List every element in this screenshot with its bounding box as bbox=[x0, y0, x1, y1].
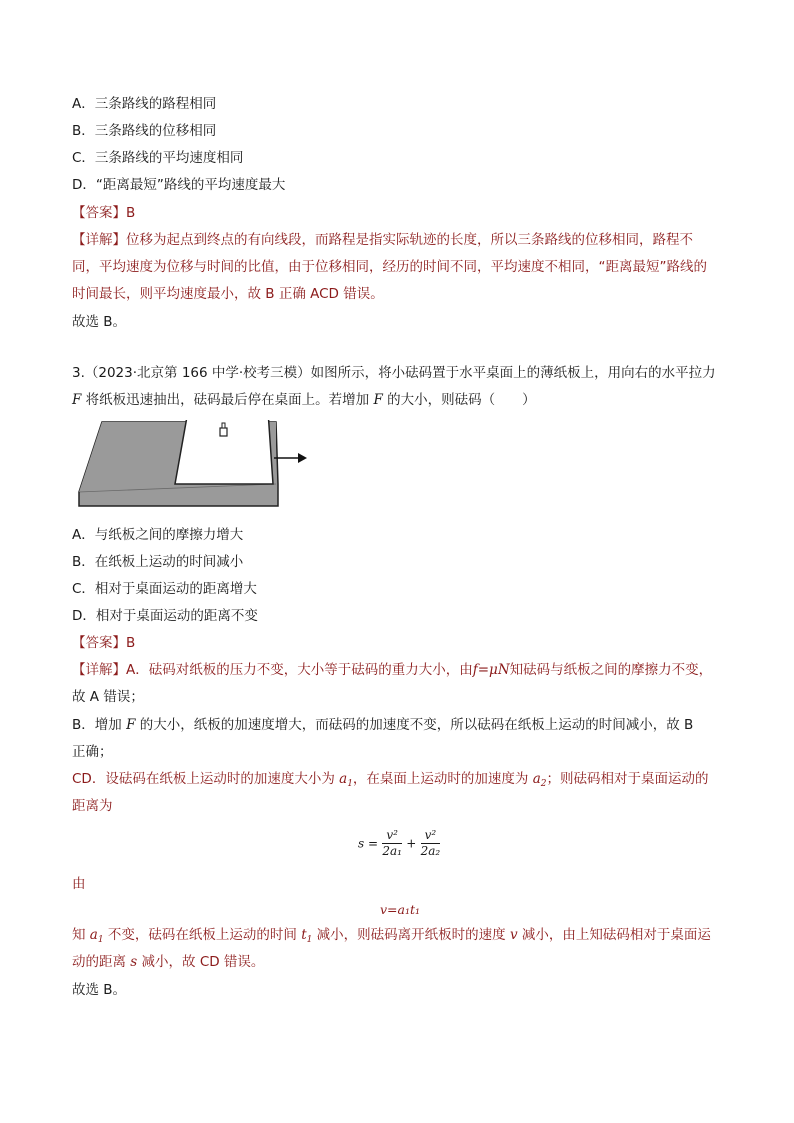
q3-option-c: C．相对于桌面运动的距离增大 bbox=[72, 581, 257, 597]
q2-option-b: B．三条路线的位移相同 bbox=[72, 123, 217, 139]
q3-detail-b-line-1: B．增加 F 的大小，纸板的加速度增大，而砝码的加速度不变，所以砝码在纸板上运动的时间减小，故 B bbox=[72, 717, 694, 733]
q3-option-b: B．在纸板上运动的时间减小 bbox=[72, 554, 244, 570]
q3-you: 由 bbox=[72, 876, 86, 892]
q2-conclusion: 故选 B。 bbox=[72, 314, 127, 330]
table-board-figure bbox=[76, 420, 316, 512]
equation-velocity: v=a₁t₁ bbox=[380, 902, 421, 917]
q2-option-d: D．“距离最短”路线的平均速度最大 bbox=[72, 177, 286, 193]
q3-final: 故选 B。 bbox=[72, 982, 127, 998]
q3-stem-line-2: F 将纸板迅速抽出，砝码最后停在桌面上。若增加 F 的大小，则砝码（ ） bbox=[72, 392, 536, 408]
q2-detail-line-3: 时间最长，则平均速度最小，故 B 正确 ACD 错误。 bbox=[72, 286, 384, 302]
weight-knob bbox=[222, 423, 225, 428]
force-arrow-head bbox=[298, 453, 307, 463]
equation-distance: s = $\frac{\text{v²}}{\text{2a₁}}$ + $\frac{\text{v²}}{\text{2a₂}}$ bbox=[358, 828, 441, 858]
fraction-1: $\frac{\text{v²}}{\text{2a₁}}$ bbox=[382, 828, 402, 858]
q3-option-a: A．与纸板之间的摩擦力增大 bbox=[72, 527, 244, 543]
q3-detail-a-line-2: 故 A 错误； bbox=[72, 689, 144, 705]
q3-detail-cd-line-2: 距离为 bbox=[72, 798, 113, 814]
q2-detail-line-1: 【详解】位移为起点到终点的有向线段，而路程是指实际轨迹的长度，所以三条路线的位移相同，路程不 bbox=[72, 232, 693, 248]
q3-conclusion-line-1: 知 $a_1$ 不变，砝码在纸板上运动的时间 $t_1$ 减小，则砝码离开纸板时的速度 v 减小，由上知砝码相对于桌面运 bbox=[72, 927, 711, 945]
q2-option-c: C．三条路线的平均速度相同 bbox=[72, 150, 244, 166]
q3-option-d: D．相对于桌面运动的距离不变 bbox=[72, 608, 258, 624]
q3-conclusion-line-2: 动的距离 s 减小，故 CD 错误。 bbox=[72, 954, 265, 970]
weight-block bbox=[220, 428, 227, 436]
q2-detail-line-2: 同，平均速度为位移与时间的比值，由于位移相同，经历的时间不同，平均速度不相同，“距离最短”路线的 bbox=[72, 259, 707, 275]
q3-detail-cd-line-1: CD．设砝码在纸板上运动时的加速度大小为 $a_1$，在桌面上运动时的加速度为 $a_2$；则砝码相对于桌面运动的 bbox=[72, 771, 709, 789]
q3-answer: 【答案】B bbox=[72, 635, 136, 651]
q3-detail-a-line-1: 【详解】A．砝码对纸板的压力不变，大小等于砝码的重力大小，由f=μN知砝码与纸板之间的摩擦力不变， bbox=[72, 662, 713, 678]
fraction-2: $\frac{\text{v²}}{\text{2a₂}}$ bbox=[420, 828, 441, 858]
q2-option-a: A．三条路线的路程相同 bbox=[72, 96, 217, 112]
q3-detail-b-line-2: 正确； bbox=[72, 744, 113, 760]
q2-answer: 【答案】B bbox=[72, 205, 136, 221]
q3-stem-line-1: 3.（2023·北京第 166 中学·校考三模）如图所示，将小砝码置于水平桌面上的薄纸板上，用向右的水平拉力 bbox=[72, 365, 716, 381]
